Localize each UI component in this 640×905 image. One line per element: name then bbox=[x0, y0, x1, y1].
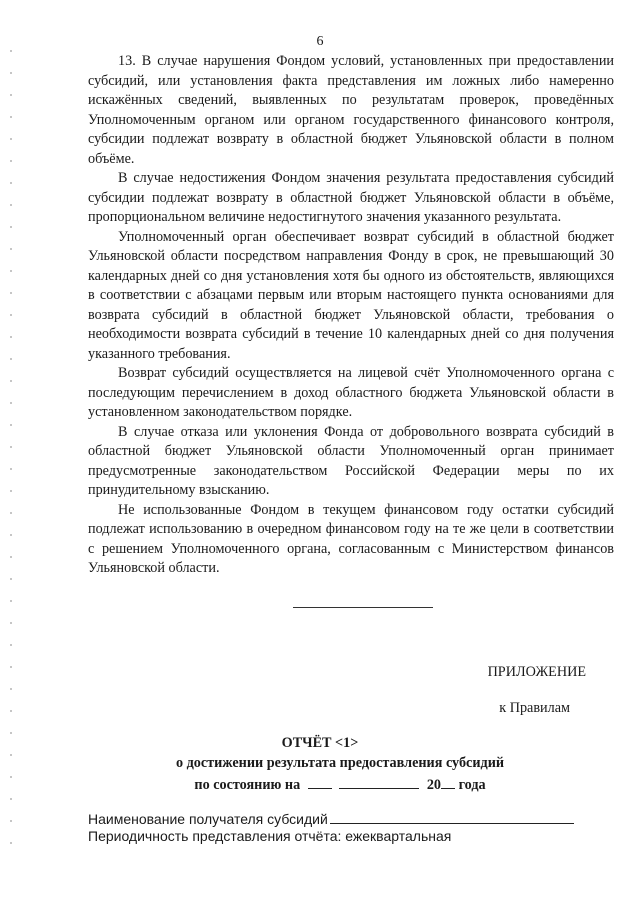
section-separator-line bbox=[293, 607, 433, 608]
recipient-name-blank[interactable] bbox=[330, 810, 574, 824]
paragraph-4: Возврат субсидий осуществляется на лицевой счёт Уполномоченного органа с последующим перечислением в доход областного бюджета Ульяновской области в установленном законодательством порядке. bbox=[88, 365, 614, 420]
report-year-prefix: 20 bbox=[426, 777, 442, 793]
report-year-blank[interactable] bbox=[441, 774, 455, 789]
report-subtitle: о достижении результата предоставления субсидий bbox=[175, 755, 505, 771]
appendix-title: ПРИЛОЖЕНИЕ bbox=[487, 664, 586, 680]
recipient-name-field bbox=[88, 810, 574, 827]
paragraph-3: Уполномоченный орган обеспечивает возврат субсидий в областной бюджет Ульяновской области посредством направления Фонду в срок, не превышающий 30 календарных дней со дня установления хотя бы одного из обстоятельств, являющихся в соответствии с абзацами первым или вторым настоящего пункта основаниями для возврата субсидий в областной бюджет Ульяновской области, требования о необходимости возврата субсидий в течение 10 календарных дней со дня получения указанного требования. bbox=[88, 228, 614, 362]
periodicity-value: ежеквартальная bbox=[345, 828, 452, 844]
periodicity-label: Периодичность представления отчёта: bbox=[88, 828, 342, 844]
paragraph-6: Не использованные Фондом в текущем финансовом году остатки субсидий подлежат использованию в очередном финансовом году на те же цели в соответствии с решением Уполномоченного органа, согласованным с Министерством финансов Ульяновской области. bbox=[88, 501, 614, 576]
appendix-subtitle: к Правилам bbox=[499, 700, 570, 716]
document-body bbox=[88, 52, 614, 579]
report-date-prefix: по состоянию на bbox=[194, 777, 301, 793]
recipient-name-label: Наименование получателя субсидий bbox=[88, 811, 328, 827]
periodicity-field bbox=[88, 828, 451, 844]
paragraph-2: В случае недостижения Фондом значения результата предоставления субсидий субсидии подлежат возврату в областной бюджет Ульяновской области в объёме, пропорциональном величине недостигнутого значения указанного результата. bbox=[88, 170, 614, 225]
paragraph-1: 13. В случае нарушения Фондом условий, установленных при предоставлении субсидий, или установления факта представления им ложных либо намеренно искажённых сведений, выявленных по результатам проверок, проведённых Уполномоченным органом или органом государственного финансового контроля, субсидии подлежат возврату в областной бюджет Ульяновской области в полном объёме. bbox=[88, 53, 614, 167]
report-month-blank[interactable] bbox=[339, 774, 419, 789]
page-number: 6 bbox=[316, 34, 324, 49]
report-title: ОТЧЁТ <1> bbox=[281, 735, 359, 751]
paragraph-5: В случае отказа или уклонения Фонда от добровольного возврата субсидий в областной бюджет Ульяновской области Уполномоченный орган принимает предусмотренные законодательством Российской Федерации меры по их принудительному взысканию. bbox=[88, 423, 614, 498]
report-date-suffix: года bbox=[458, 777, 486, 793]
report-day-blank[interactable] bbox=[308, 774, 332, 789]
report-date-line bbox=[40, 774, 640, 794]
